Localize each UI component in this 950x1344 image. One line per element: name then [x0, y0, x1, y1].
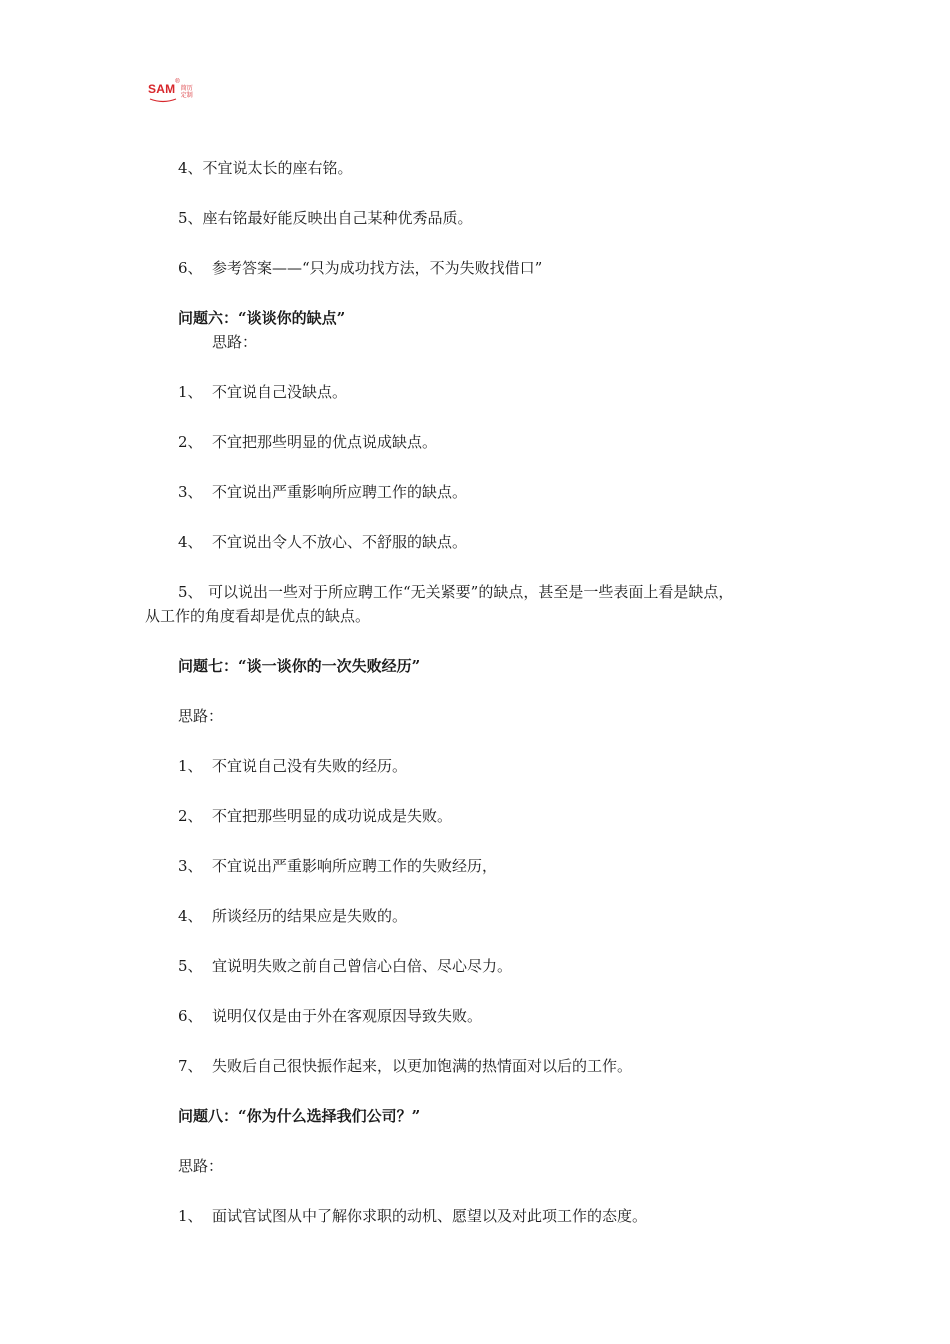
list-item: 6、 参考答案——“只为成功找方法，不为失败找借口” [178, 259, 543, 277]
list-item: 5、 宜说明失败之前自己曾信心白倍、尽心尽力。 [178, 957, 513, 975]
list-item: 3、 不宜说出严重影响所应聘工作的失败经历， [178, 857, 498, 875]
question-8-heading: 问题八：“你为什么选择我们公司？” [178, 1107, 421, 1125]
hint-label: 思路： [178, 1157, 224, 1175]
company-logo [148, 79, 193, 99]
list-item: 2、 不宜把那些明显的成功说成是失败。 [178, 807, 453, 825]
list-item: 2、 不宜把那些明显的优点说成缺点。 [178, 433, 438, 451]
list-item-continuation: 从工作的角度看却是优点的缺点。 [145, 607, 371, 625]
list-item: 1、 面试官试图从中了解你求职的动机、愿望以及对此项工作的态度。 [178, 1207, 648, 1225]
list-item: 4、 不宜说出令人不放心、不舒服的缺点。 [178, 533, 468, 551]
list-item: 5、座右铭最好能反映出自己某种优秀品质。 [178, 209, 473, 227]
question-7-heading: 问题七：“谈一谈你的一次失败经历” [178, 657, 421, 675]
list-item: 1、 不宜说自己没缺点。 [178, 383, 348, 401]
list-item: 4、 所谈经历的结果应是失败的。 [178, 907, 408, 925]
question-6-heading: 问题六：“谈谈你的缺点” [178, 309, 346, 327]
list-item: 1、 不宜说自己没有失败的经历。 [178, 757, 408, 775]
list-item: 7、 失败后自己很快振作起来，以更加饱满的热情面对以后的工作。 [178, 1057, 633, 1075]
logo-registered-mark: ® [175, 79, 180, 85]
hint-label: 思路： [178, 707, 224, 725]
list-item: 3、 不宜说出严重影响所应聘工作的缺点。 [178, 483, 468, 501]
logo-text: SAM [148, 82, 176, 96]
hint-label: 思路： [212, 333, 258, 351]
list-item: 6、 说明仅仅是由于外在客观原因导致失败。 [178, 1007, 483, 1025]
list-item: 5、 可以说出一些对于所应聘工作“无关紧要”的缺点，甚至是一些表面上看是缺点， [178, 583, 734, 601]
logo-chinese-text: 简历 定制 [180, 85, 193, 99]
list-item: 4、不宜说太长的座右铭。 [178, 159, 353, 177]
logo-smile-arc-icon [148, 98, 178, 104]
